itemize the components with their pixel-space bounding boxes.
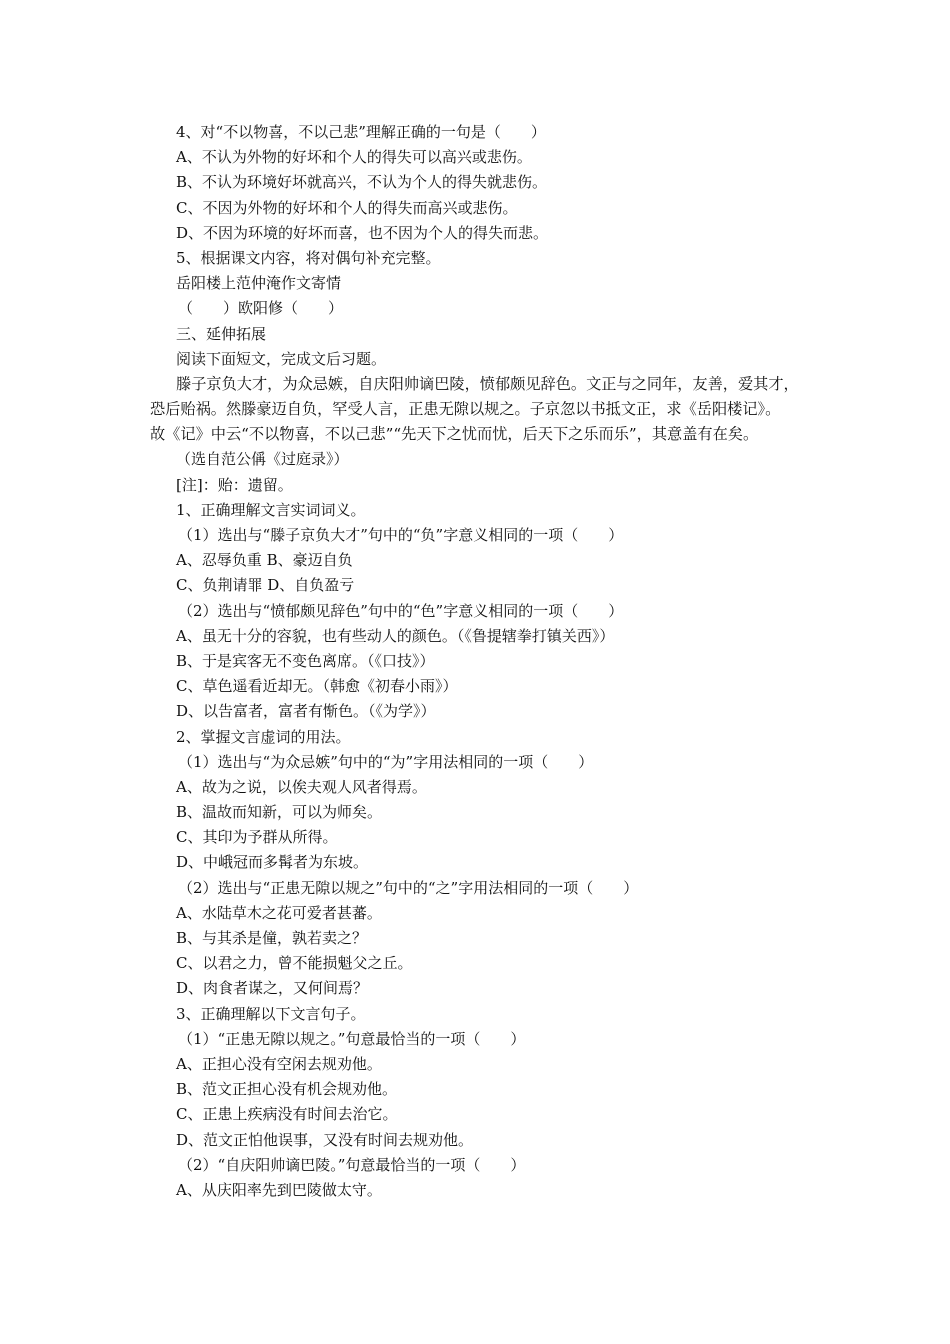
exercise-1-heading: 1、正确理解文言实词词义。 xyxy=(176,500,366,519)
exercise-option: C、负荆请罪 D、自负盈亏 xyxy=(176,576,355,595)
exercise-option: B、温故而知新，可以为师矣。 xyxy=(176,803,383,822)
passage-line: 滕子京负大才，为众忌嫉，自庆阳帅谪巴陵，愤郁颇见辞色。文正与之同年，友善，爱其才， xyxy=(176,374,799,393)
passage-line: 故《记》中云“不以物喜，不以己悲”“先天下之忧而忧，后天下之乐而乐”，其意盖有在矣。 xyxy=(150,425,759,444)
exercise-option: A、忍辱负重 B、豪迈自负 xyxy=(176,551,353,570)
exercise-1-1: （1）选出与“滕子京负大才”句中的“负”字意义相同的一项（ ） xyxy=(178,526,624,544)
passage xyxy=(150,372,815,448)
exercise-option: A、正担心没有空闲去规劝他。 xyxy=(176,1054,382,1073)
question-5: 5、根据课文内容，将对偶句补充完整。 xyxy=(176,248,441,267)
exercise-option: D、以告富者，富者有惭色。（《为学》） xyxy=(176,702,436,721)
exercise-option: A、水陆草木之花可爱者甚蕃。 xyxy=(176,903,382,922)
source-citation: （选自范公偁《过庭录》） xyxy=(176,450,349,469)
exercise-2-heading: 2、掌握文言虚词的用法。 xyxy=(176,727,351,746)
exercise-option: C、草色遥看近却无。（韩愈《初春小雨》） xyxy=(176,677,458,696)
exercise-2-2: （2）选出与“正患无隙以规之”句中的“之”字用法相同的一项（ ） xyxy=(178,878,639,897)
question-4: 4、对“不以物喜，不以己悲”理解正确的一句是（ ） xyxy=(176,123,546,141)
exercise-3-heading: 3、正确理解以下文言句子。 xyxy=(176,1004,366,1023)
exercise-option: D、肉食者谋之，又何间焉？ xyxy=(176,979,369,998)
exercise-option: A、虽无十分的容貌，也有些动人的颜色。（《鲁提辖拳打镇关西》） xyxy=(176,626,615,645)
exercise-option: C、正患上疾病没有时间去治它。 xyxy=(176,1105,398,1124)
q4-option-a: A、不认为外物的好坏和个人的得失可以高兴或悲伤。 xyxy=(176,148,532,167)
exercise-option: C、其印为予群从所得。 xyxy=(176,828,338,847)
exercise-option: A、从庆阳率先到巴陵做太守。 xyxy=(176,1180,382,1199)
exercise-2-1: （1）选出与“为众忌嫉”句中的“为”字用法相同的一项（ ） xyxy=(178,752,594,771)
reading-instruction: 阅读下面短文，完成文后习题。 xyxy=(176,349,387,368)
exercise-3-2: （2）“自庆阳帅谪巴陵。”句意最恰当的一项（ ） xyxy=(178,1155,526,1174)
q4-option-c: C、不因为外物的好坏和个人的得失而高兴或悲伤。 xyxy=(176,198,518,217)
q4-option-b: B、不认为环境好坏就高兴，不认为个人的得失就悲伤。 xyxy=(176,173,548,192)
section-heading: 三、延伸拓展 xyxy=(176,324,267,343)
annotation-note: [注]：贻：遗留。 xyxy=(176,475,293,494)
couplet-first-line: 岳阳楼上范仲淹作文寄情 xyxy=(176,274,342,293)
exercise-1-2: （2）选出与“愤郁颇见辞色”句中的“色”字意义相同的一项（ ） xyxy=(178,601,624,620)
exercise-option: B、与其杀是僮，孰若卖之？ xyxy=(176,929,368,947)
exercise-3-1: （1）“正患无隙以规之。”句意最恰当的一项（ ） xyxy=(178,1029,526,1048)
couplet-second-line: （ ）欧阳修（ ） xyxy=(178,299,344,318)
exercise-option: B、于是宾客无不变色离席。（《口技》） xyxy=(176,651,435,670)
exercise-option: A、故为之说，以俟夫观人风者得焉。 xyxy=(176,777,427,796)
q4-option-d: D、不因为环境的好坏而喜，也不因为个人的得失而悲。 xyxy=(176,223,549,242)
exercise-option: C、以君之力，曾不能损魁父之丘。 xyxy=(176,954,413,973)
passage-line: 恐后贻祸。然滕豪迈自负，罕受人言，正患无隙以规之。子京忽以书抵文正，求《岳阳楼记》。 xyxy=(150,400,781,419)
exercise-option: D、范文正怕他误事，又没有时间去规劝他。 xyxy=(176,1130,474,1149)
exercise-option: D、中峨冠而多髯者为东坡。 xyxy=(176,853,369,872)
document-body xyxy=(150,120,815,1203)
exercise-option: B、范文正担心没有机会规劝他。 xyxy=(176,1080,398,1099)
